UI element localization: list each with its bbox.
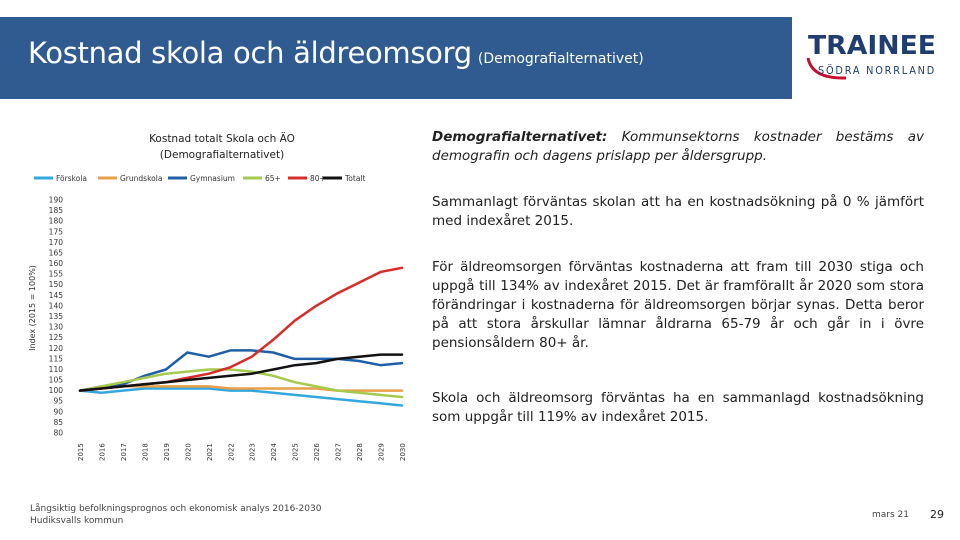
- y-tick-label: 90: [53, 407, 63, 417]
- y-tick-label: 80: [53, 428, 63, 438]
- y-tick-label: 155: [48, 269, 63, 279]
- y-tick-label: 105: [48, 375, 63, 385]
- y-tick-label: 140: [48, 301, 63, 311]
- chart-title-line2: (Demografialternativet): [159, 149, 285, 161]
- y-axis-ticks: [49, 196, 64, 438]
- x-tick-label: 2026: [313, 443, 322, 461]
- x-tick-label: 2029: [377, 443, 386, 461]
- legend-label: Gymnasium: [190, 174, 235, 183]
- logo-top-text: TRAINEE: [808, 31, 936, 61]
- legend-label: 80+: [310, 174, 326, 183]
- total-paragraph: Skola och äldreomsorg förväntas ha en sammanlagd kostnadsökning som uppgår till 119% av indexåret 2015.: [432, 390, 924, 425]
- definition-paragraph: [432, 128, 924, 166]
- y-tick-label: 125: [48, 333, 63, 343]
- y-tick-label: 165: [48, 248, 63, 258]
- x-tick-label: 2030: [399, 443, 407, 461]
- chart-legend: [34, 174, 366, 183]
- x-tick-label: 2025: [291, 443, 300, 461]
- source-line-1: Långsiktig befolkningsprognos och ekonomisk analys 2016-2030: [30, 504, 322, 514]
- definition-rest: Kommunsektorns kostnader bestäms av demografin och dagens prislapp per åldersgrupp.: [432, 129, 924, 164]
- legend-label: Totalt: [345, 174, 366, 183]
- x-tick-label: 2023: [248, 443, 257, 461]
- legend-label: 65+: [265, 174, 281, 183]
- slide-title-sub: (Demografialternativet): [477, 51, 644, 67]
- chart-series: [80, 268, 402, 406]
- x-tick-label: 2021: [205, 443, 214, 461]
- y-tick-label: 175: [48, 227, 63, 237]
- y-tick-label: 160: [48, 259, 63, 269]
- y-tick-label: 185: [48, 206, 63, 216]
- trainee-logo: [806, 24, 941, 84]
- y-tick-label: 135: [48, 312, 63, 321]
- y-tick-label: 170: [48, 237, 63, 247]
- x-tick-label: 2018: [141, 443, 150, 461]
- slide-title: [28, 36, 644, 70]
- elderly-care-paragraph: För äldreomsorgen förväntas kostnaderna att fram till 2030 stiga och uppgå till 134% av indexåret 2015. Det är framförallt år 2020 som stora förändringar i kostnaderna för äldreomsorgen börjar synas. Detta beror på att stora årskullar lämnar åldrarna 65-79 år och går in i övre pensionsåldern 80+ år.: [432, 259, 924, 351]
- school-paragraph: Sammanlagt förväntas skolan att ha en kostnadsökning på 0 % jämfört med indexåret 2015.: [432, 194, 924, 229]
- y-tick-label: 145: [48, 290, 63, 300]
- legend-label: Förskola: [56, 174, 87, 183]
- y-tick-label: 110: [48, 364, 63, 374]
- y-axis-label: Index (2015 = 100%): [28, 265, 37, 351]
- slide-date: mars 21: [872, 510, 909, 520]
- x-tick-label: 2027: [334, 443, 343, 461]
- series-line: [80, 268, 402, 391]
- slide-title-main: Kostnad skola och äldreomsorg: [28, 36, 472, 70]
- definition-lead: Demografialternativet:: [432, 129, 608, 145]
- x-tick-label: 2017: [119, 443, 128, 461]
- y-tick-label: 85: [53, 417, 63, 427]
- y-tick-label: 190: [48, 195, 63, 205]
- y-tick-label: 180: [48, 216, 63, 226]
- x-tick-label: 2019: [162, 443, 171, 461]
- x-tick-label: 2015: [77, 443, 85, 461]
- x-tick-label: 2024: [270, 443, 279, 461]
- source-note: [30, 503, 321, 527]
- x-tick-label: 2022: [227, 443, 236, 461]
- source-line-2: Hudiksvalls kommun: [30, 516, 124, 526]
- legend-label: Grundskola: [120, 174, 163, 183]
- chart-title-line1: Kostnad totalt Skola och ÄO: [149, 133, 295, 145]
- x-tick-label: 2020: [184, 443, 193, 461]
- cost-index-chart: [20, 125, 420, 497]
- y-tick-label: 95: [53, 396, 63, 406]
- y-tick-label: 130: [48, 322, 63, 332]
- logo-bottom-text: SÖDRA NORRLAND: [818, 64, 936, 77]
- y-tick-label: 100: [48, 386, 63, 396]
- page-number: 29: [930, 508, 944, 521]
- y-tick-label: 115: [48, 354, 63, 364]
- x-tick-label: 2016: [98, 443, 107, 461]
- x-axis-ticks: [77, 443, 407, 461]
- x-tick-label: 2028: [356, 443, 365, 461]
- y-tick-label: 120: [48, 343, 63, 353]
- y-tick-label: 150: [48, 280, 63, 290]
